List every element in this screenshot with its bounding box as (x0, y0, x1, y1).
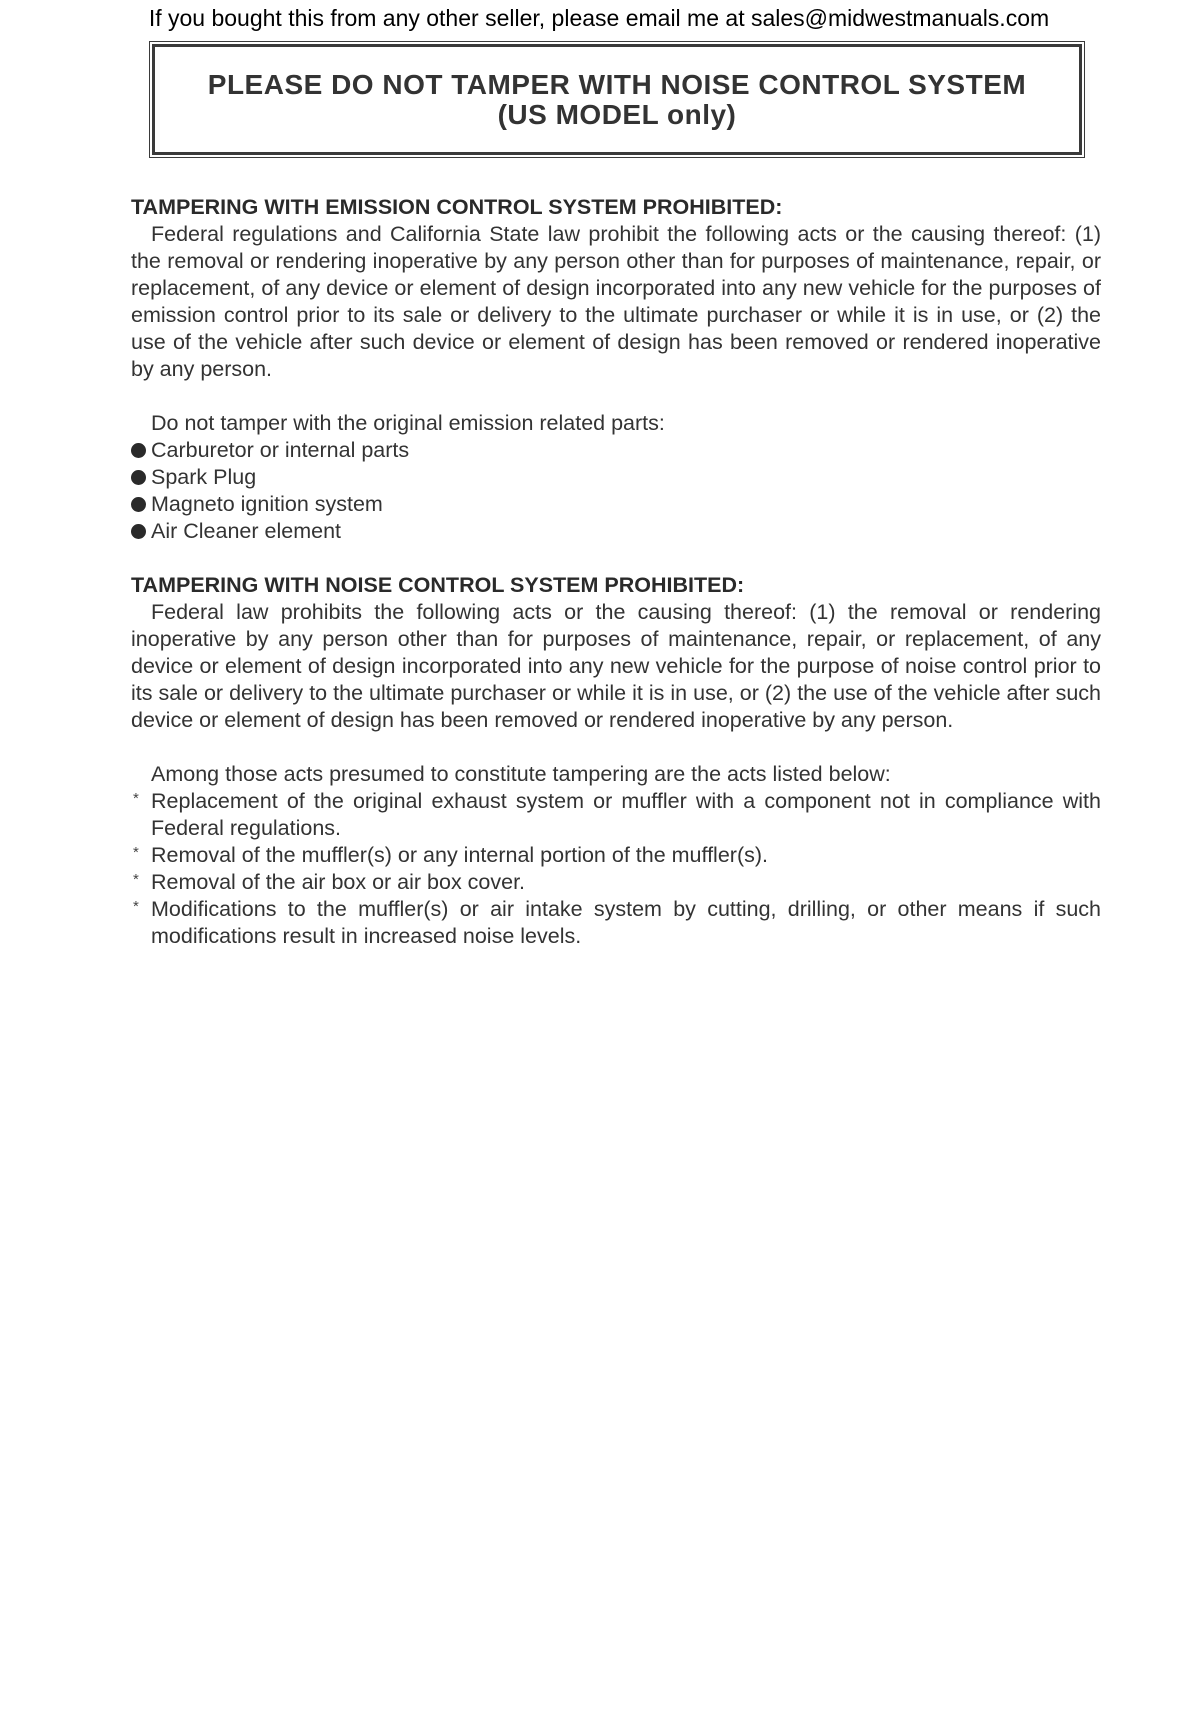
list-item (131, 437, 1101, 464)
noise-paragraph: Federal law prohibits the following acts or the causing thereof: (1) the removal or rendering inoperative by any person other than for purposes of maintenance, repair, or replacement, of any device or element of design incorporated into any new vehicle for the purpose of noise control prior to its sale or delivery to the ultimate purchaser or while it is in use, or (2) the use of the vehicle after such device or element of design has been removed or rendered inoperative by any person. (131, 600, 1101, 732)
notice-title-line1: PLEASE DO NOT TAMPER WITH NOISE CONTROL SYSTEM (207, 68, 1027, 100)
asterisk-bullet-icon: * (133, 871, 139, 888)
list-item (131, 788, 1101, 842)
asterisk-bullet-icon: * (133, 898, 139, 915)
list-item (131, 491, 1101, 518)
asterisk-bullet-icon: * (133, 790, 139, 807)
noise-heading: TAMPERING WITH NOISE CONTROL SYSTEM PROHIBITED: (131, 573, 745, 597)
list-item-label: Replacement of the original exhaust system or muffler with a component not in compliance with Federal regulations. (151, 789, 1101, 840)
noise-acts-intro: Among those acts presumed to constitute tampering are the acts listed below: (151, 762, 891, 786)
emission-parts-intro: Do not tamper with the original emission related parts: (151, 411, 665, 435)
list-item (131, 896, 1101, 950)
bullet-dot-icon (131, 518, 151, 545)
seller-note: If you bought this from any other seller, please email me at sales@midwestmanuals.com (148, 5, 1050, 31)
list-item-label: Air Cleaner element (151, 519, 342, 543)
list-item-label: Magneto ignition system (151, 492, 383, 516)
bullet-dot-icon (131, 464, 151, 491)
list-item (131, 464, 1101, 491)
asterisk-bullet-icon: * (133, 844, 139, 861)
list-item-label: Removal of the muffler(s) or any internal portion of the muffler(s). (151, 843, 768, 867)
list-item-label: Removal of the air box or air box cover. (151, 870, 526, 894)
bullet-dot-icon (131, 437, 151, 464)
list-item (131, 842, 1101, 869)
emission-paragraph: Federal regulations and California State law prohibit the following acts or the causing thereof: (1) the removal or rendering inoperative by any person other than for purposes of maintenance, repair, or replacement, of any device or element of design incorporated into any new vehicle for the purposes of emission control prior to its sale or delivery to the ultimate purchaser or while it is in use, or (2) the use of the vehicle after such device or element of design has been removed or rendered inoperative by any person. (131, 222, 1101, 381)
document-body (131, 194, 1101, 950)
bullet-dot-icon (131, 491, 151, 518)
notice-title-line2: (US MODEL only) (497, 98, 737, 130)
emission-heading: TAMPERING WITH EMISSION CONTROL SYSTEM PROHIBITED: (131, 195, 783, 219)
list-item (131, 518, 1101, 545)
list-item-label: Modifications to the muffler(s) or air intake system by cutting, drilling, or other means if such modifications result in increased noise levels. (151, 897, 1101, 948)
notice-box (152, 44, 1082, 155)
list-item-label: Carburetor or internal parts (151, 438, 410, 462)
list-item-label: Spark Plug (151, 465, 257, 489)
list-item (131, 869, 1101, 896)
